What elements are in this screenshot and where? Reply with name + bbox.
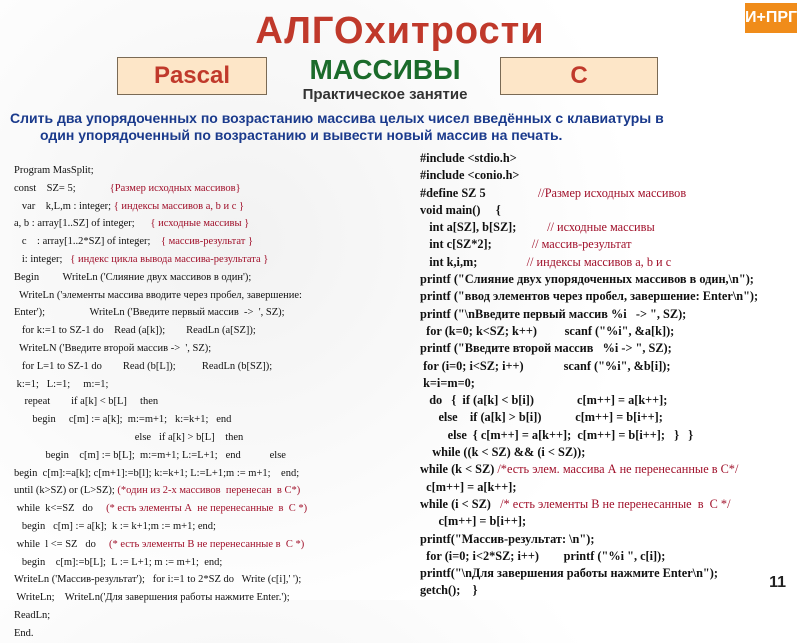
code-line xyxy=(14,198,307,216)
code-text: c[m++] = a[k++]; xyxy=(420,479,517,494)
code-text: begin c[m]:=b[L]; L := L+1; m := m+1; end; xyxy=(14,556,223,568)
language-label-pascal: Pascal xyxy=(117,57,267,95)
code-line xyxy=(14,233,307,251)
code-text: while k<=SZ do xyxy=(14,503,107,515)
code-text: WriteLn; WriteLn('Для завершения работы нажмите Enter.'); xyxy=(14,592,290,604)
language-label-c: С xyxy=(500,57,658,95)
code-text: var k,L,m : integer; xyxy=(14,200,114,212)
code-text: begin c[m] := b[L]; m:=m+1; L:=L+1; end else xyxy=(14,449,286,461)
code-text: begin c[m] := a[k]; k := k+1;m := m+1; end; xyxy=(14,520,216,532)
code-text: for L=1 to SZ-1 do Read (b[L]); ReadLn (b[SZ]); xyxy=(14,360,273,372)
code-line xyxy=(420,323,758,340)
code-text: for (k=0; k<SZ; k++) scanf ("%i", &a[k]); xyxy=(420,323,675,338)
page-number: 11 xyxy=(769,574,786,591)
code-text: k:=1; L:=1; m:=1; xyxy=(14,378,109,390)
code-comment: // массив-результат xyxy=(531,237,632,252)
code-line xyxy=(420,548,758,565)
code-comment: { индексы массивов a, b и c } xyxy=(113,200,245,212)
code-text: int c[SZ*2]; xyxy=(420,237,532,252)
code-line xyxy=(420,513,758,530)
code-text: printf ("Слияние двух упорядоченных массивов в один,\n"); xyxy=(420,272,754,287)
code-text: WriteLn ('элементы массива вводите через пробел, завершение: xyxy=(14,289,302,301)
code-text: else if (a[k] > b[i]) c[m++] = b[i++]; xyxy=(420,410,663,425)
code-line xyxy=(14,465,307,483)
code-line xyxy=(14,251,307,269)
code-text: else if a[k] > b[L] then xyxy=(14,431,244,443)
code-text: #include <stdio.h> xyxy=(420,151,517,165)
code-comment: (* есть элементы А не перенесанные в С *) xyxy=(106,503,308,515)
code-line xyxy=(14,429,307,447)
code-text: End. xyxy=(14,627,34,639)
task-line: один упорядоченный по возрастанию и вывести новый массив на печать. xyxy=(40,127,563,143)
code-line xyxy=(14,376,307,394)
code-text: printf ("Введите второй массив %i -> ", SZ); xyxy=(420,341,672,356)
code-line xyxy=(420,185,758,202)
pascal-code-block xyxy=(14,162,307,643)
code-comment: {Размер исходных массивов} xyxy=(109,182,241,194)
code-line xyxy=(420,150,758,167)
code-text: while (k < SZ) xyxy=(420,462,498,477)
code-line xyxy=(420,167,758,184)
page-title: АЛГОхитрости xyxy=(255,10,545,52)
code-text: Begin WriteLn ('Слияние двух массивов в один'); xyxy=(14,271,252,283)
code-comment: { массив-результат } xyxy=(160,236,254,248)
code-comment: // исходные массивы xyxy=(547,220,655,235)
c-code-block xyxy=(420,150,758,600)
code-text: begin c[m]:=a[k]; c[m+1]:=b[l]; k:=k+1; L:=L+1;m := m+1; end; xyxy=(14,467,300,479)
code-line xyxy=(420,479,758,496)
code-line xyxy=(420,306,758,323)
code-line xyxy=(14,304,307,322)
code-text: for (i=0; i<2*SZ; i++) printf ("%i ", c[i]); xyxy=(420,548,666,563)
code-line xyxy=(14,482,307,500)
code-line xyxy=(420,531,758,548)
code-text: repeat if a[k] < b[L] then xyxy=(14,396,159,408)
code-line xyxy=(14,162,307,180)
code-text: until (k>SZ) or (L>SZ); xyxy=(14,485,118,497)
code-text: void main() { xyxy=(420,202,501,217)
code-line xyxy=(420,496,758,513)
code-text: #include <conio.h> xyxy=(420,168,520,183)
code-text: printf("\nДля завершения работы нажмите Enter\n"); xyxy=(420,566,718,581)
code-line xyxy=(420,582,758,599)
code-text: c[m++] = b[i++]; xyxy=(420,514,527,529)
subtitle: Практическое занятие xyxy=(302,86,468,103)
code-text: #define SZ 5 xyxy=(420,185,538,200)
code-text: while (i < SZ) xyxy=(420,496,501,511)
code-line xyxy=(14,607,307,625)
task-line: Слить два упорядоченных по возрастанию массива целых чисел введённых с клавиатуры в xyxy=(10,110,664,126)
code-line xyxy=(14,447,307,465)
code-line xyxy=(14,180,307,198)
code-line xyxy=(14,322,307,340)
code-line xyxy=(14,215,307,233)
code-text: Enter'); WriteLn ('Введите первый массив -> ', SZ); xyxy=(14,307,285,319)
code-line xyxy=(14,411,307,429)
code-line xyxy=(14,589,307,607)
code-text: for k:=1 to SZ-1 do Read (a[k]); ReadLn (a[SZ]); xyxy=(14,325,256,337)
code-text: do { if (a[k] < b[i]) c[m++] = a[k++]; xyxy=(420,393,668,408)
code-line xyxy=(420,427,758,444)
code-comment: /* есть элементы В не перенесанные в С */ xyxy=(500,496,731,511)
code-text: Program MasSplit; xyxy=(14,165,94,176)
badge-tag: И+ПРГ xyxy=(745,3,797,33)
code-line xyxy=(14,536,307,554)
code-line xyxy=(14,518,307,536)
code-comment: //Размер исходных массивов xyxy=(537,185,687,200)
code-text: printf ("\nВведите первый массив %i -> ", SZ); xyxy=(420,306,687,321)
task-statement xyxy=(10,110,785,144)
code-comment: { индекс цикла вывода массива-результата } xyxy=(70,253,269,265)
code-line xyxy=(420,271,758,288)
code-line xyxy=(14,287,307,305)
code-line xyxy=(14,571,307,589)
code-comment: (*один из 2-х массивов перенесан в C*) xyxy=(117,485,301,497)
code-line xyxy=(14,358,307,376)
code-line xyxy=(420,461,758,478)
code-text: for (i=0; i<SZ; i++) scanf ("%i", &b[i]); xyxy=(420,358,671,373)
code-line xyxy=(420,288,758,305)
code-text: WriteLN ('Введите второй массив -> ', SZ); xyxy=(14,342,212,354)
code-text: while ((k < SZ) && (i < SZ)); xyxy=(420,445,586,460)
code-line xyxy=(420,409,758,426)
code-line xyxy=(14,500,307,518)
code-line xyxy=(420,236,758,253)
code-line xyxy=(14,554,307,572)
code-line xyxy=(420,358,758,375)
code-text: a, b : array[1..SZ] of integer; xyxy=(14,218,151,230)
code-text: getch(); } xyxy=(420,583,478,598)
code-comment: /*есть элем. массива А не перенесанные в С*/ xyxy=(497,462,739,477)
code-line xyxy=(420,444,758,461)
code-line xyxy=(14,269,307,287)
code-line xyxy=(420,340,758,357)
code-text: i: integer; xyxy=(14,253,71,265)
section-title: МАССИВЫ xyxy=(309,54,461,85)
code-line xyxy=(420,565,758,582)
code-text: ReadLn; xyxy=(14,609,51,621)
code-text: printf("Массив-результат: \n"); xyxy=(420,531,595,546)
code-text: begin c[m] := a[k]; m:=m+1; k:=k+1; end xyxy=(14,414,232,426)
code-text: WriteLn ('Массив-результат'); for i:=1 to 2*SZ do Write (c[i],' '); xyxy=(14,574,302,586)
code-line xyxy=(420,392,758,409)
code-comment: { исходные массивы } xyxy=(150,218,250,230)
code-text: k=i=m=0; xyxy=(420,375,475,390)
code-text: printf ("ввод элементов через пробел, завершение: Enter\n"); xyxy=(420,289,759,304)
code-text: c : array[1..2*SZ] of integer; xyxy=(14,236,161,248)
code-text: int a[SZ], b[SZ]; xyxy=(420,220,548,235)
code-comment: (* есть элементы В не перенесанные в С *) xyxy=(108,538,305,550)
code-text: int k,i,m; xyxy=(420,254,527,269)
code-comment: // индексы массивов a, b и c xyxy=(526,254,672,269)
code-line xyxy=(420,202,758,219)
code-text: const SZ= 5; xyxy=(14,182,110,194)
code-text: else { c[m++] = a[k++]; c[m++] = b[i++]; } } xyxy=(420,427,694,442)
code-line xyxy=(14,625,307,643)
code-line xyxy=(420,375,758,392)
code-line xyxy=(14,393,307,411)
code-line xyxy=(420,219,758,236)
code-text: while l <= SZ do xyxy=(14,538,109,550)
code-line xyxy=(420,254,758,271)
code-line xyxy=(14,340,307,358)
